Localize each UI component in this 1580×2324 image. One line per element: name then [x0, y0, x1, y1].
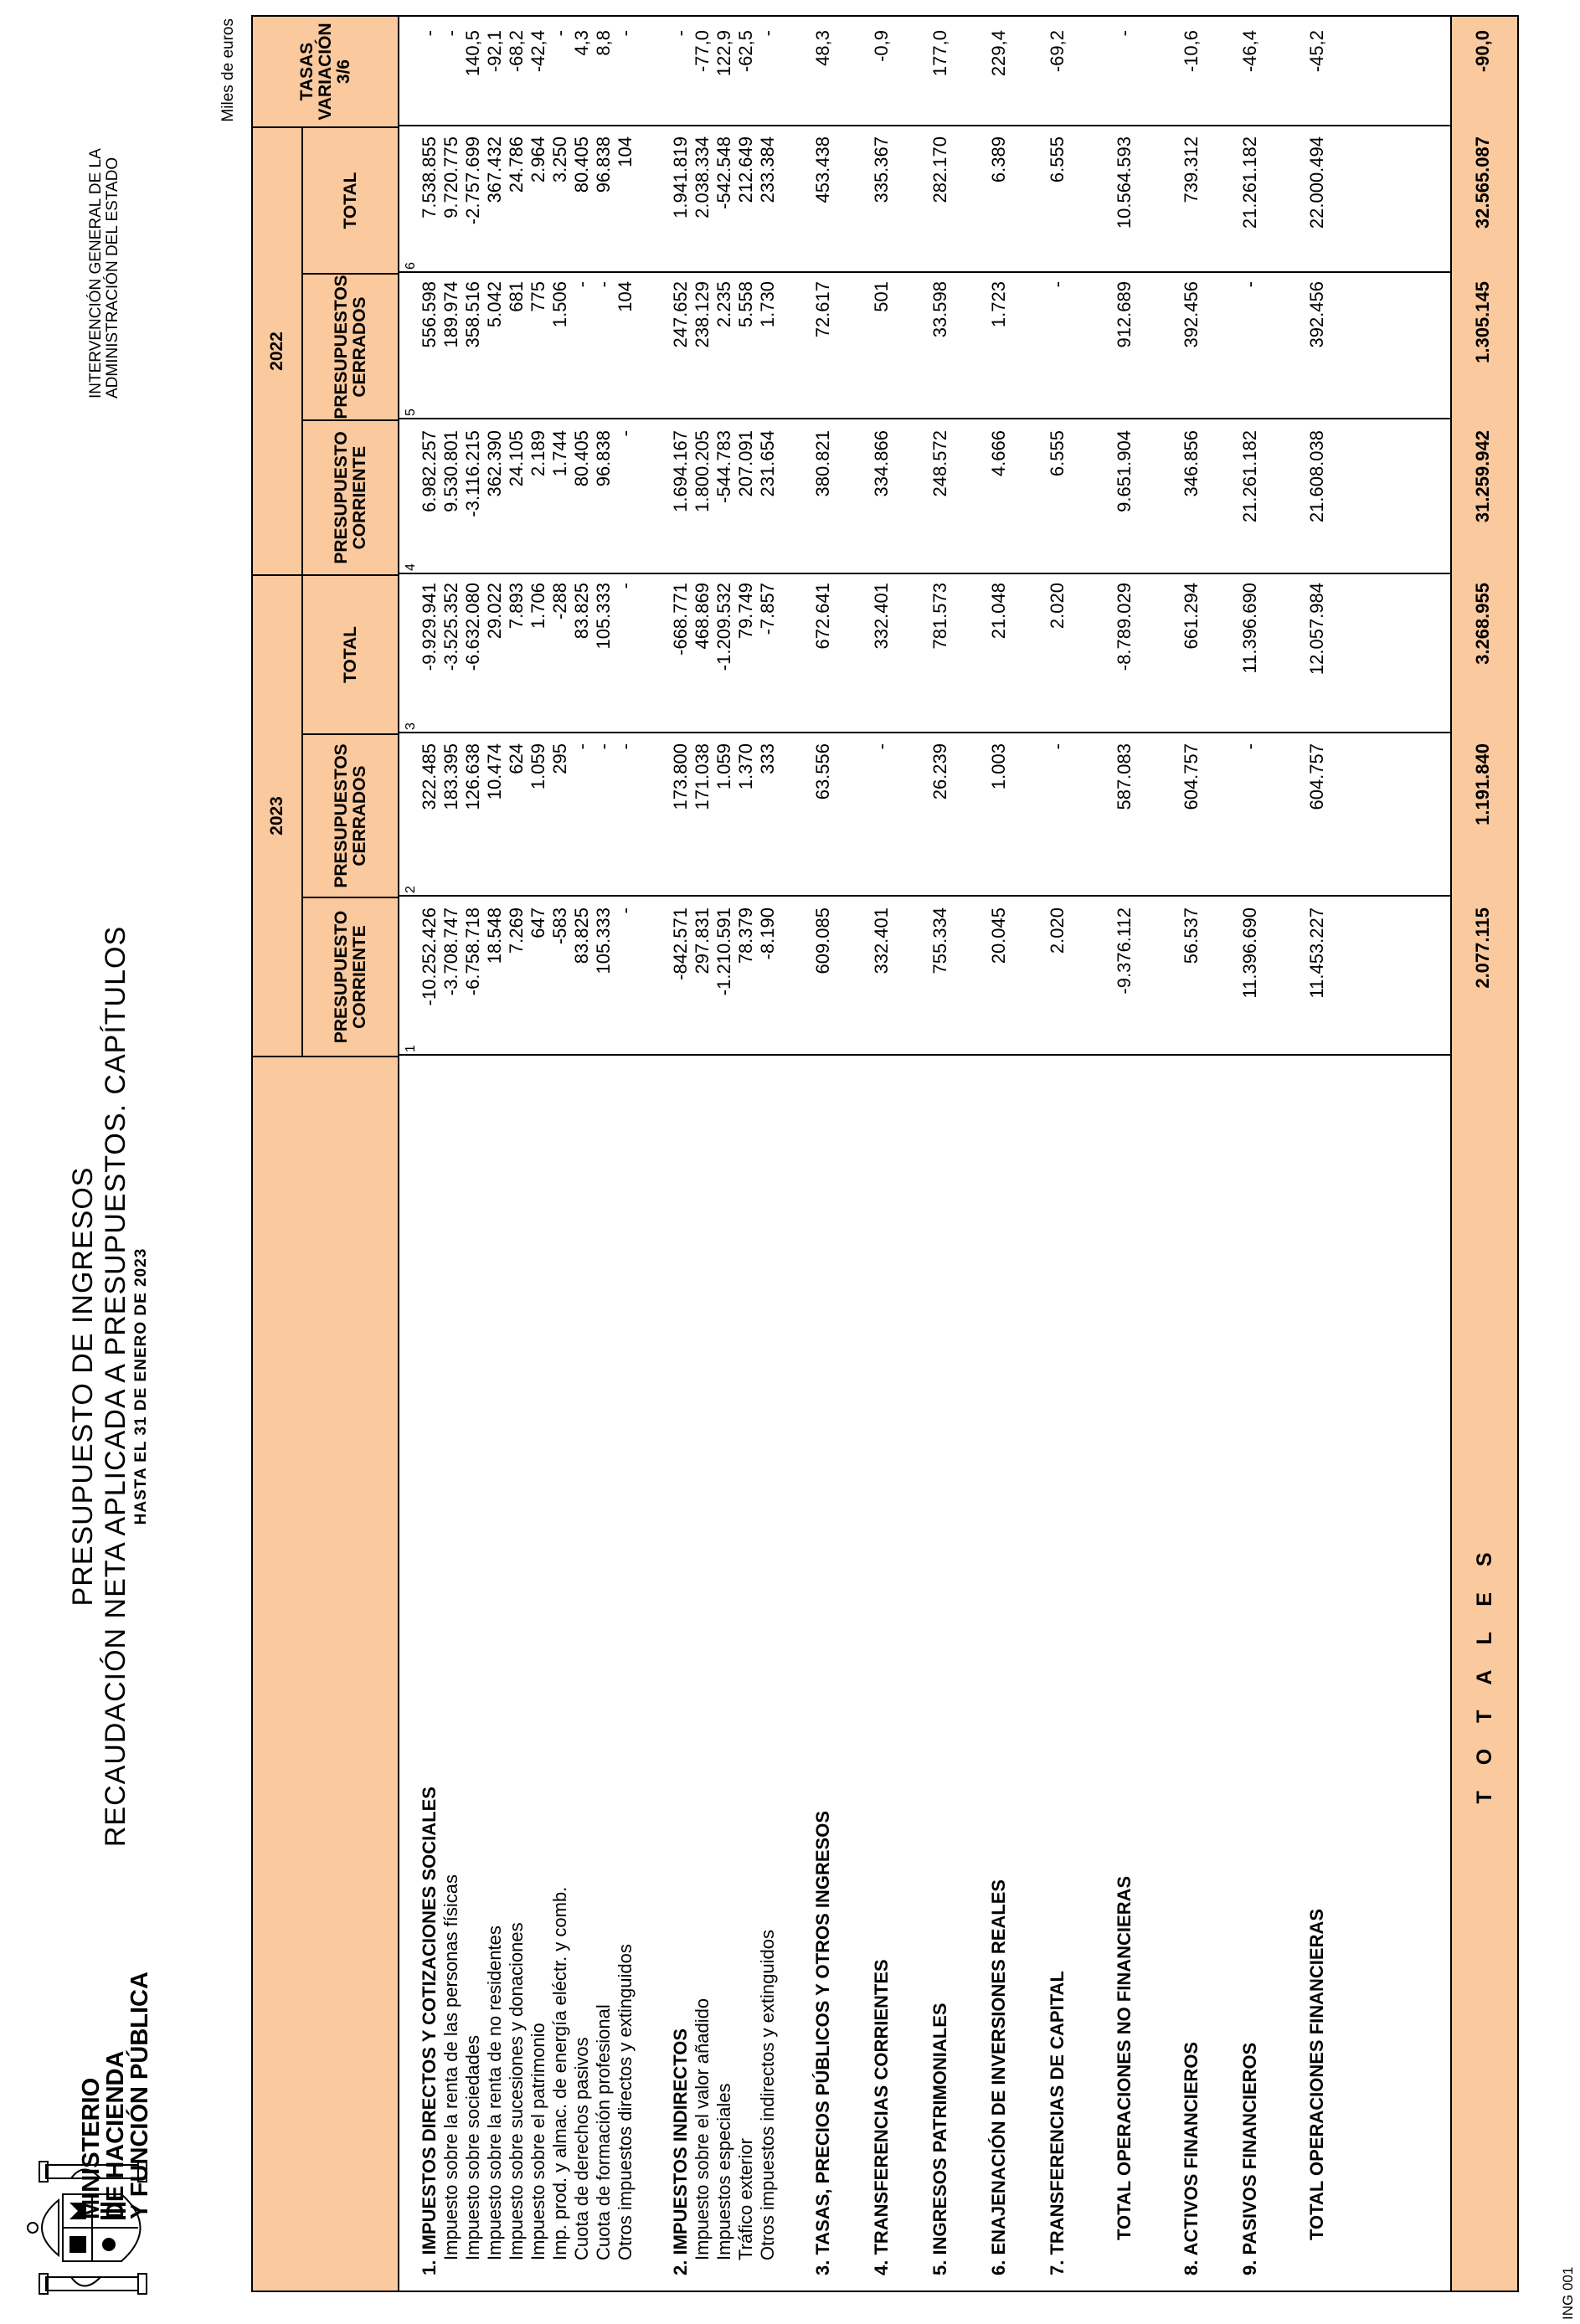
table-cell: 1.059 — [713, 743, 734, 790]
table-cell: 72.617 — [812, 281, 833, 338]
row-label: Impuesto sobre la renta de las personas físicas — [440, 1874, 461, 2260]
table-cell: - — [549, 30, 570, 37]
table-cell: 681 — [506, 281, 527, 312]
table-cell: 96.838 — [593, 430, 614, 487]
table-cell: 18.548 — [484, 907, 505, 964]
row-label: Impuestos especiales — [713, 2083, 734, 2260]
ministry-line-1: MINISTERIO — [78, 2077, 105, 2219]
col-header-text: CORRIENTE — [349, 445, 369, 550]
table-cell: 1.370 — [735, 743, 756, 790]
row-label: Cuota de formación profesional — [593, 2004, 614, 2260]
row-label: Imp. prod. y almac. de energía eléctr. y comb. — [549, 1886, 570, 2260]
table-cell: 212.649 — [735, 136, 756, 203]
table-cell: 1.694.167 — [670, 430, 691, 512]
table-cell: 322.485 — [419, 743, 440, 810]
row-label: Otros impuestos indirectos y extinguidos — [757, 1930, 778, 2260]
table-cell: 912.689 — [1114, 281, 1135, 348]
table-cell: -8.789.029 — [1114, 583, 1135, 671]
table-cell: 392.456 — [1306, 281, 1327, 348]
table-cell: 3.250 — [549, 136, 570, 183]
table-cell: 556.598 — [419, 281, 440, 348]
table-cell: 21.608.038 — [1306, 430, 1327, 523]
table-cell: 6.982.257 — [419, 430, 440, 512]
table-cell: 26.239 — [929, 743, 950, 800]
table-cell: -92,1 — [484, 30, 505, 73]
col-header-text: TASAS — [296, 42, 317, 101]
table-cell: -10,6 — [1181, 30, 1202, 73]
table-cell: 56.537 — [1181, 907, 1202, 964]
table-cell: -46,4 — [1239, 30, 1260, 73]
table-cell: 177,0 — [929, 30, 950, 77]
table-cell: -68,2 — [506, 30, 527, 73]
header-blank — [253, 1056, 399, 2291]
table-cell: 2.964 — [528, 136, 548, 183]
row-label: 3. TASAS, PRECIOS PÚBLICOS Y OTROS INGRESOS — [812, 1811, 833, 2275]
table-cell: - — [440, 30, 461, 37]
table-cell: -1.209.532 — [713, 583, 734, 671]
row-label: 1. IMPUESTOS DIRECTOS Y COTIZACIONES SOCIALES — [419, 1787, 440, 2275]
table-cell: 247.652 — [670, 281, 691, 348]
row-label: 7. TRANSFERENCIAS DE CAPITAL — [1047, 1971, 1068, 2275]
row-label: 2. IMPUESTOS INDIRECTOS — [670, 2028, 691, 2275]
table-cell: 295 — [549, 743, 570, 774]
table-cell: 21.048 — [988, 583, 1009, 640]
table-cell: 1.059 — [528, 743, 548, 790]
table-cell: 11.396.690 — [1239, 583, 1260, 674]
table-cell: 358.516 — [462, 281, 483, 348]
table-cell: 380.821 — [812, 430, 833, 497]
table-cell: - — [615, 583, 636, 589]
table-cell: - — [571, 281, 592, 288]
col-header-cerrados-2023 — [303, 733, 399, 897]
table-cell: 1.003 — [988, 743, 1009, 790]
table-cell: 189.974 — [440, 281, 461, 348]
col-header-total-2023 — [303, 574, 399, 733]
col-header-text: CERRADOS — [349, 296, 369, 398]
table-cell: 1.706 — [528, 583, 548, 630]
table-cell: 21.261.182 — [1239, 136, 1260, 229]
form-code: ING 001 — [1560, 2266, 1576, 2320]
table-cell: 238.129 — [692, 281, 713, 348]
table-cell: 781.573 — [929, 583, 950, 650]
table-cell: 48,3 — [812, 30, 833, 66]
units-label: Miles de euros — [219, 18, 237, 122]
table-cell: 105.333 — [593, 907, 614, 974]
table-cell: 79.749 — [735, 583, 756, 640]
table-cell: 332.401 — [871, 583, 892, 650]
col-header-corriente-2022 — [303, 419, 399, 574]
table-cell: 2.020 — [1047, 907, 1068, 954]
table-cell: 33.598 — [929, 281, 950, 338]
table-cell: 173.800 — [670, 743, 691, 810]
table-cell: -6.758.718 — [462, 907, 483, 996]
table-cell: - — [1047, 281, 1068, 288]
table-cell: -77,0 — [692, 30, 713, 73]
table-cell: -0,9 — [871, 30, 892, 62]
table-cell: -2.757.699 — [462, 136, 483, 225]
table-cell: 5.042 — [484, 281, 505, 328]
totals-cell: 32.565.087 — [1472, 136, 1493, 229]
table-cell: 229,4 — [988, 30, 1009, 77]
table-cell: 9.651.904 — [1114, 430, 1135, 512]
table-cell: -668.771 — [670, 583, 691, 656]
title-line-2: RECAUDACIÓN NETA APLICADA A PRESUPUESTOS. CAPÍTULOS — [100, 925, 131, 1848]
table-cell: 12.057.984 — [1306, 583, 1327, 676]
year-2022-header: 2022 — [253, 126, 303, 574]
col-header-text: TOTAL — [340, 625, 360, 684]
table-cell: 11.396.690 — [1239, 907, 1260, 999]
table-cell: 2.235 — [713, 281, 734, 328]
row-label: Tráfico exterior — [735, 2138, 756, 2260]
table-cell: 1.506 — [549, 281, 570, 328]
table-cell: -6.632.080 — [462, 583, 483, 671]
table-cell: - — [615, 430, 636, 437]
table-cell: -583 — [549, 907, 570, 945]
col-header-text: 3/6 — [333, 59, 353, 85]
table-cell: 83.825 — [571, 583, 592, 640]
column-divider — [399, 895, 1517, 897]
table-cell: 4.666 — [988, 430, 1009, 477]
totals-cell: 1.305.145 — [1472, 281, 1493, 363]
row-label: TOTAL OPERACIONES NO FINANCIERAS — [1114, 1875, 1135, 2240]
table-cell: - — [571, 743, 592, 750]
row-label: Impuesto sobre el patrimonio — [528, 2023, 548, 2260]
column-number: 1 — [404, 1045, 418, 1052]
table-cell: -8.190 — [757, 907, 778, 960]
row-label: Impuesto sobre el valor añadido — [692, 1998, 713, 2260]
table-cell: 24.786 — [506, 136, 527, 193]
table-cell: 739.312 — [1181, 136, 1202, 203]
table-cell: -69,2 — [1047, 30, 1068, 73]
row-label: Otros impuestos directos y extinguidos — [615, 1944, 636, 2260]
table-cell: 20.045 — [988, 907, 1009, 964]
table-cell: 9.530.801 — [440, 430, 461, 512]
col-header-text: CERRADOS — [349, 765, 369, 866]
table-cell: -3.708.747 — [440, 907, 461, 996]
table-cell: 24.105 — [506, 430, 527, 487]
table-cell: 367.432 — [484, 136, 505, 203]
table-cell: 647 — [528, 907, 548, 938]
table-cell: -842.571 — [670, 907, 691, 980]
col-header-text: TOTAL — [340, 172, 360, 229]
table-cell: 6.389 — [988, 136, 1009, 183]
table-cell: 333 — [757, 743, 778, 774]
table-cell: 248.572 — [929, 430, 950, 497]
table-cell: 346.856 — [1181, 430, 1202, 497]
table-cell: 2.189 — [528, 430, 548, 477]
col-header-total-2022 — [303, 126, 399, 273]
table-cell: -10.252.426 — [419, 907, 440, 1006]
table-cell: 604.757 — [1181, 743, 1202, 810]
row-label: Impuesto sobre la renta de no residentes — [484, 1926, 505, 2260]
table-cell: -45,2 — [1306, 30, 1327, 73]
table-cell: 11.453.227 — [1306, 907, 1327, 999]
table-cell: - — [670, 30, 691, 37]
table-cell: 171.038 — [692, 743, 713, 810]
table-cell: - — [419, 30, 440, 37]
report-title — [67, 842, 151, 1931]
agency-line-1: INTERVENCIÓN GENERAL DE LA — [87, 148, 105, 398]
col-header-text: CORRIENTE — [349, 925, 369, 1029]
table-cell: - — [1047, 743, 1068, 750]
table-cell: 604.757 — [1306, 743, 1327, 810]
table-cell: -544.783 — [713, 430, 734, 503]
table-cell: -3.525.352 — [440, 583, 461, 671]
table-cell: 207.091 — [735, 430, 756, 497]
title-line-3: HASTA EL 31 DE ENERO DE 2023 — [132, 1247, 150, 1525]
col-header-text: PRESUPUESTOS — [331, 743, 351, 888]
table-cell: 1.800.205 — [692, 430, 713, 512]
table-cell: 453.438 — [812, 136, 833, 203]
table-cell: 5.558 — [735, 281, 756, 328]
table-cell: 10.474 — [484, 743, 505, 800]
table-cell: 4,3 — [571, 30, 592, 56]
table-cell: 10.564.593 — [1114, 136, 1135, 229]
table-cell: - — [593, 743, 614, 750]
table-cell: 80.405 — [571, 430, 592, 487]
table-cell: 231.654 — [757, 430, 778, 497]
table-cell: 6.555 — [1047, 430, 1068, 477]
year-2023-header: 2023 — [253, 574, 303, 1056]
table-cell: 335.367 — [871, 136, 892, 203]
col-header-text: VARIACIÓN — [315, 23, 335, 121]
row-label: Cuota de derechos pasivos — [571, 2037, 592, 2260]
table-cell: 362.390 — [484, 430, 505, 497]
table-cell: 297.831 — [692, 907, 713, 974]
table-cell: 609.085 — [812, 907, 833, 974]
table-cell: 105.333 — [593, 583, 614, 650]
row-label: Impuesto sobre sociedades — [462, 2034, 483, 2260]
ministry-line-2: DE HACIENDA — [102, 2050, 129, 2219]
table-cell: 2.038.334 — [692, 136, 713, 219]
column-number: 4 — [404, 563, 418, 571]
totals-cell: 3.268.955 — [1472, 583, 1493, 665]
table-cell: -62,5 — [735, 30, 756, 73]
table-cell: 21.261.182 — [1239, 430, 1260, 523]
table-cell: - — [757, 30, 778, 37]
table-cell: 8,8 — [593, 30, 614, 56]
table-cell: 587.083 — [1114, 743, 1135, 810]
row-label: TOTAL OPERACIONES FINANCIERAS — [1306, 1908, 1327, 2240]
column-number: 2 — [404, 886, 418, 893]
table-cell: 6.555 — [1047, 136, 1068, 183]
table-cell: 334.866 — [871, 430, 892, 497]
table-cell: - — [871, 743, 892, 750]
table-cell: 22.000.494 — [1306, 136, 1327, 229]
table-cell: - — [615, 743, 636, 750]
table-cell: 7.893 — [506, 583, 527, 630]
table-cell: 233.384 — [757, 136, 778, 203]
agency-line-2: ADMINISTRACIÓN DEL ESTADO — [104, 157, 121, 398]
table-cell: 96.838 — [593, 136, 614, 193]
table-cell: -42,4 — [528, 30, 548, 73]
table-cell: 83.825 — [571, 907, 592, 964]
table-cell: 7.269 — [506, 907, 527, 954]
table-cell: 1.941.819 — [670, 136, 691, 219]
table-cell: 140,5 — [462, 30, 483, 77]
title-line-1: PRESUPUESTO DE INGRESOS — [67, 1166, 99, 1607]
table-cell: -9.929.941 — [419, 583, 440, 671]
totals-cell: -90,0 — [1472, 30, 1493, 73]
col-header-corriente-2023 — [303, 897, 399, 1056]
table-cell: - — [1114, 30, 1135, 37]
table-cell: 775 — [528, 281, 548, 312]
col-header-cerrados-2022 — [303, 273, 399, 419]
table-cell: 9.720.775 — [440, 136, 461, 219]
ministry-name — [80, 1972, 152, 2219]
column-number: 5 — [404, 409, 418, 416]
table-cell: 183.395 — [440, 743, 461, 810]
table-cell: 2.020 — [1047, 583, 1068, 630]
table-cell: 104 — [615, 136, 636, 167]
row-label: 8. ACTIVOS FINANCIEROS — [1181, 2041, 1202, 2275]
totals-cell: 2.077.115 — [1472, 907, 1493, 989]
table-cell: - — [593, 281, 614, 288]
table-cell: 78.379 — [735, 907, 756, 964]
table-cell: 501 — [871, 281, 892, 312]
table-cell: 104 — [615, 281, 636, 312]
totals-label: T O T A L E S — [1472, 1542, 1496, 1804]
table-cell: 80.405 — [571, 136, 592, 193]
table-cell: 1.723 — [988, 281, 1009, 328]
table-cell: - — [615, 30, 636, 37]
table-cell: -288 — [549, 583, 570, 620]
table-cell: 282.170 — [929, 136, 950, 203]
table-cell: 1.744 — [549, 430, 570, 477]
col-header-text: PRESUPUESTO — [331, 431, 351, 564]
table-cell: -7.857 — [757, 583, 778, 635]
col-header-text: PRESUPUESTO — [331, 910, 351, 1044]
table-cell: -1.210.591 — [713, 907, 734, 996]
col-header-text: PRESUPUESTOS — [331, 275, 351, 419]
revenue-table — [251, 15, 1519, 2292]
table-cell: 7.538.855 — [419, 136, 440, 219]
table-cell: 661.294 — [1181, 583, 1202, 650]
totals-cell: 1.191.840 — [1472, 743, 1493, 825]
row-label: 4. TRANSFERENCIAS CORRIENTES — [871, 1959, 892, 2275]
table-cell: 1.730 — [757, 281, 778, 328]
col-header-tasa — [253, 17, 399, 126]
table-cell: 122,9 — [713, 30, 734, 77]
table-cell: -9.376.112 — [1114, 907, 1135, 995]
table-cell: 672.641 — [812, 583, 833, 650]
table-cell: 624 — [506, 743, 527, 774]
table-cell: -3.116.215 — [462, 430, 483, 517]
totals-cell: 31.259.942 — [1472, 430, 1493, 523]
table-cell: - — [615, 907, 636, 914]
table-cell: 392.456 — [1181, 281, 1202, 348]
row-label: 5. INGRESOS PATRIMONIALES — [929, 2003, 950, 2275]
ministry-line-3: Y FUNCIÓN PÚBLICA — [126, 1972, 153, 2219]
row-label: 6. ENAJENACIÓN DE INVERSIONES REALES — [988, 1879, 1009, 2275]
table-cell: 468.869 — [692, 583, 713, 650]
table-cell: 332.401 — [871, 907, 892, 974]
column-number: 6 — [404, 262, 418, 270]
table-cell: -542.548 — [713, 136, 734, 209]
column-number: 3 — [404, 722, 418, 730]
row-label: Impuesto sobre sucesiones y donaciones — [506, 1922, 527, 2260]
table-cell: - — [1239, 743, 1260, 750]
table-cell: 29.022 — [484, 583, 505, 640]
table-cell: - — [1239, 281, 1260, 288]
table-cell: 755.334 — [929, 907, 950, 974]
table-cell: 126.638 — [462, 743, 483, 810]
agency-name — [88, 148, 121, 398]
table-cell: 63.556 — [812, 743, 833, 800]
row-label: 9. PASIVOS FINANCIEROS — [1239, 2042, 1260, 2275]
